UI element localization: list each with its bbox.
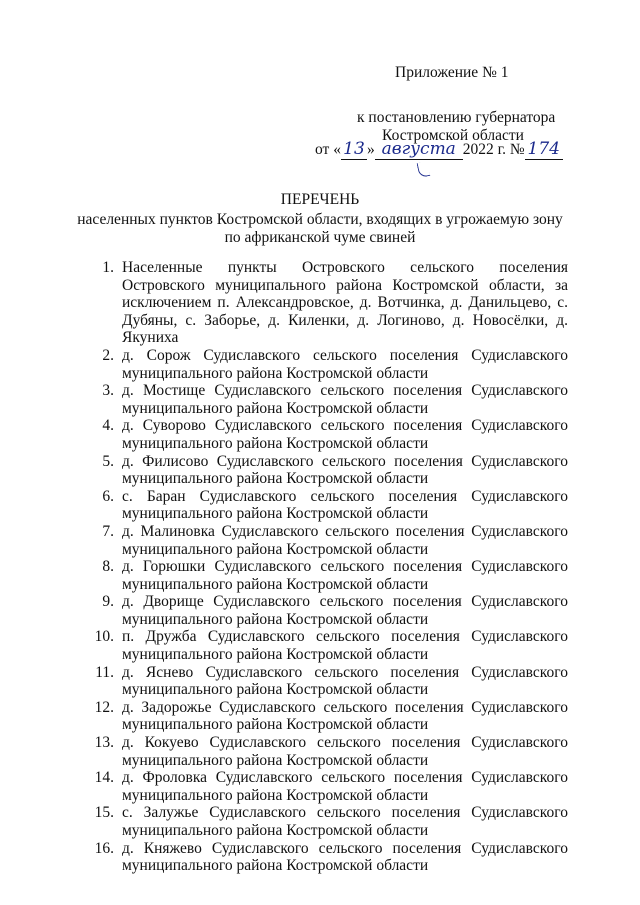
- list-item: [88, 664, 568, 699]
- appendix-title: Приложение № 1: [395, 64, 509, 81]
- list-item-text: д. Задорожье Судиславского сельского поселения Судиславского муниципального района Костромской области: [122, 698, 568, 734]
- list-item-number: 13.: [94, 734, 114, 752]
- list-item: [88, 382, 568, 417]
- list-item: [88, 840, 568, 875]
- list-item-number: 12.: [94, 698, 114, 716]
- list-item-text: д. Сорож Судиславского сельского поселения Судиславского муниципального района Костромской области: [122, 346, 568, 382]
- list-item-number: 9.: [102, 593, 114, 611]
- list-item: [88, 628, 568, 663]
- list-item-text: д. Фроловка Судиславского сельского поселения Судиславского муниципального района Костромской области: [122, 769, 568, 804]
- list-item: [88, 488, 568, 523]
- list-item: [88, 347, 568, 382]
- list-item-number: 3.: [102, 382, 114, 400]
- list-item-number: 7.: [102, 522, 114, 540]
- list-item: [88, 769, 568, 804]
- list-item-text: Населенные пункты Островского сельского поселения Островского муниципального района Костромской области, за исключением п. Александровское, д. Вотчинка, д. Данильцево, с. Дубяны, с. Заборье, д. Киленки, д. Логиново, д. Новосёлки, д. Якуниха: [122, 259, 568, 347]
- list-item-text: д. Мостище Судиславского сельского поселения Судиславского муниципального района Костромской области: [122, 382, 568, 417]
- list-item: [88, 558, 568, 593]
- document-title: ПЕРЕЧЕНЬ: [280, 191, 360, 208]
- decree-number-handwritten: 174: [527, 139, 560, 159]
- list-item: [88, 523, 568, 558]
- list-item-text: п. Дружба Судиславского сельского поселения Судиславского муниципального района Костромской области: [122, 628, 568, 664]
- list-item-text: д. Малиновка Судиславского сельского поселения Судиславского муниципального района Костромской области: [122, 522, 568, 558]
- date-quote-close: »: [366, 141, 375, 158]
- list-item-number: 11.: [95, 663, 114, 681]
- list-item-number: 16.: [94, 839, 114, 857]
- decree-date-line: [315, 140, 563, 160]
- date-month-field: [375, 140, 463, 160]
- date-year: 2022 г. №: [462, 141, 525, 158]
- list-item-number: 6.: [102, 487, 114, 505]
- date-day-handwritten: 13: [343, 139, 365, 159]
- list-item: [88, 593, 568, 628]
- list-item-number: 15.: [94, 804, 114, 822]
- list-item-number: 8.: [102, 558, 114, 576]
- list-item-number: 2.: [102, 346, 114, 364]
- list-item-text: д. Кокуево Судиславского сельского поселения Судиславского муниципального района Костромской области: [122, 734, 568, 769]
- decree-number-field: [525, 140, 563, 160]
- list-item-text: с. Баран Судиславского сельского поселения Судиславского муниципального района Костромской области: [122, 487, 568, 523]
- document-subtitle: населенных пунктов Костромской области, входящих в угрожаемую зону по африканской чуме свиней: [77, 211, 563, 246]
- list-item-text: с. Залужье Судиславского сельского поселения Судиславского муниципального района Костромской области: [122, 804, 568, 839]
- list-item-text: д. Княжево Судиславского сельского поселения Судиславского муниципального района Костромской области: [122, 839, 568, 875]
- region-name: Костромской области: [382, 127, 524, 144]
- list-item-text: д. Суворово Судиславского сельского поселения Судиславского муниципального района Костромской области: [122, 417, 568, 452]
- date-month-handwritten: августа: [381, 139, 456, 159]
- list-item: [88, 453, 568, 488]
- list-item: [88, 734, 568, 769]
- list-item-number: 1.: [102, 259, 114, 276]
- date-day-field: [341, 140, 367, 160]
- list-item: [88, 804, 568, 839]
- list-item: [88, 259, 568, 347]
- list-item-number: 10.: [94, 628, 114, 646]
- list-item: [88, 699, 568, 734]
- list-item-number: 4.: [102, 417, 114, 435]
- decree-reference: к постановлению губернатора: [357, 109, 556, 126]
- date-prefix: от «: [315, 141, 341, 158]
- list-item: [88, 417, 568, 452]
- list-item-text: д. Дворище Судиславского сельского поселения Судиславского муниципального района Костромской области: [122, 593, 568, 628]
- list-item-number: 14.: [94, 769, 114, 787]
- list-item-text: д. Яснево Судиславского сельского поселения Судиславского муниципального района Костромской области: [122, 663, 568, 699]
- settlement-list: [88, 259, 568, 875]
- handwriting-stroke: [417, 161, 431, 178]
- list-item-text: д. Филисово Судиславского сельского поселения Судиславского муниципального района Костромской области: [122, 452, 568, 488]
- list-item-text: д. Горюшки Судиславского сельского поселения Судиславского муниципального района Костромской области: [122, 558, 568, 593]
- list-item-number: 5.: [102, 452, 114, 470]
